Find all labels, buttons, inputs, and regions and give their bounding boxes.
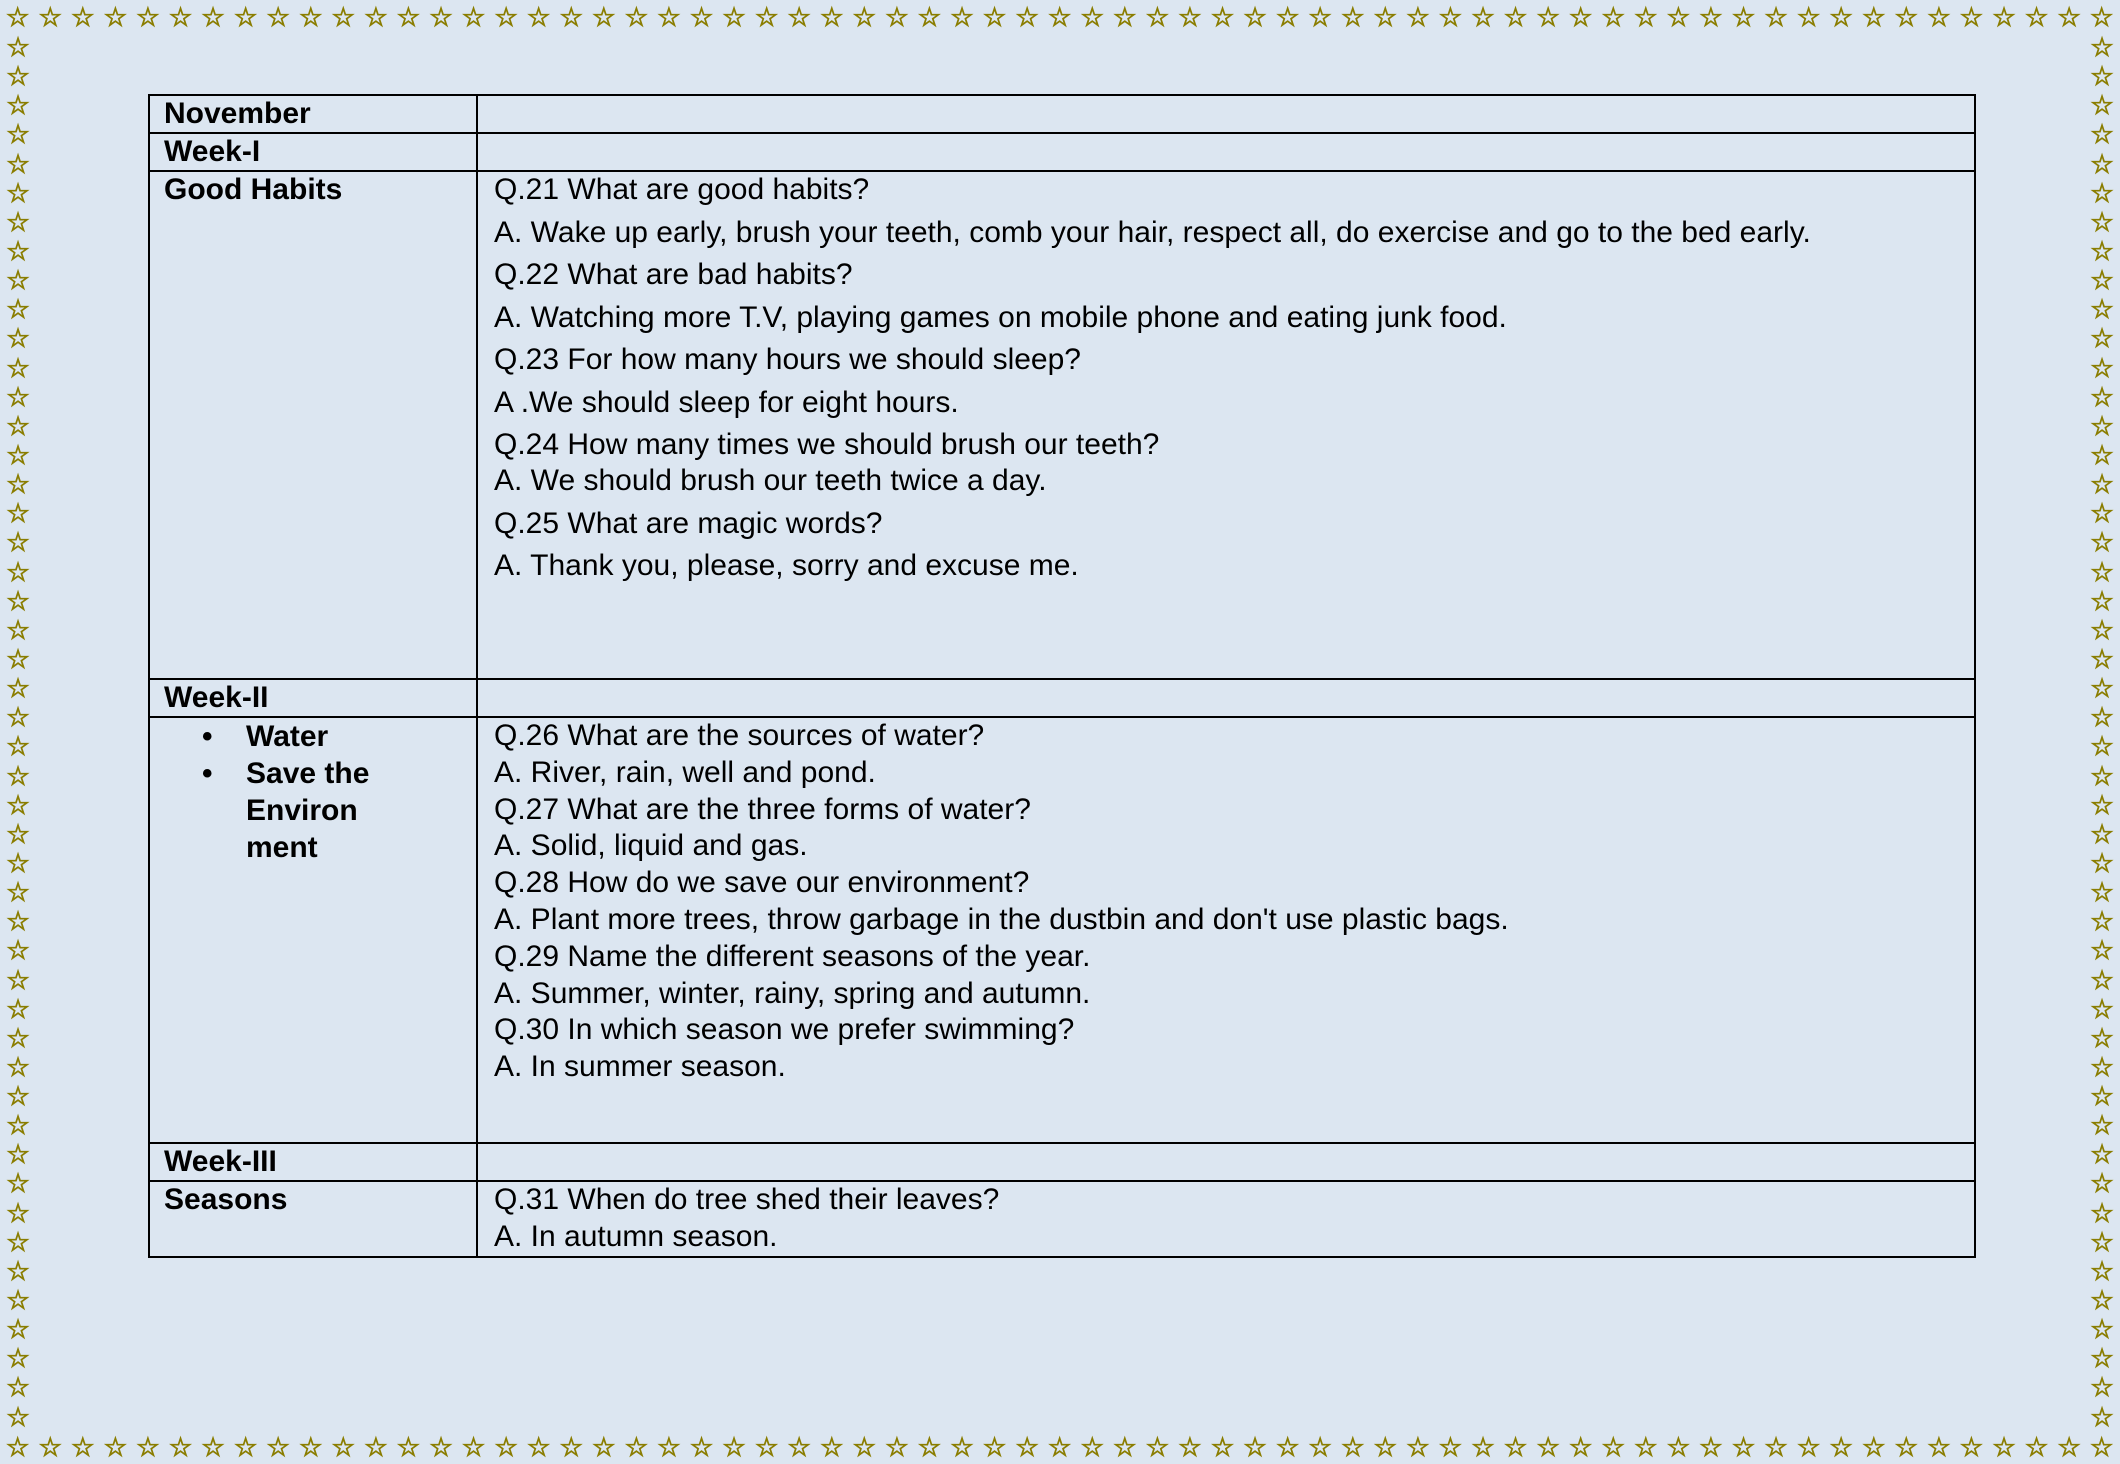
star-outline-icon: ☆ [6,3,30,33]
star-outline-icon: ☆ [6,965,30,996]
star-outline-icon: ☆ [2090,1023,2114,1054]
star-outline-icon: ☆ [1275,1433,1300,1463]
question-line: Q.31 When do tree shed their leaves? [494,1183,1000,1216]
question-line: Q.27 What are the three forms of water? [494,792,1031,826]
star-outline-icon: ☆ [266,1433,290,1463]
star-outline-icon: ☆ [657,3,681,33]
month-label: November [149,95,477,133]
star-outline-icon: ☆ [624,1433,648,1463]
answer-line: A. Summer, winter, rainy, spring and autumn. [494,976,1091,1010]
star-outline-icon: ☆ [1406,3,1430,33]
star-outline-icon: ☆ [1373,1433,1397,1463]
star-outline-icon: ☆ [461,1433,486,1463]
star-outline-icon: ☆ [1894,1433,1918,1463]
star-outline-icon: ☆ [1210,1433,1235,1463]
topic-item-label: • Save the Environment [246,757,370,864]
star-outline-icon: ☆ [136,1433,160,1463]
star-outline-icon: ☆ [787,1433,811,1463]
star-outline-icon: ☆ [2090,1373,2114,1404]
star-outline-icon: ☆ [1145,1433,1169,1463]
star-outline-icon: ☆ [1113,3,1137,33]
star-outline-icon: ☆ [754,3,779,33]
star-outline-icon: ☆ [1210,3,1235,33]
star-outline-icon: ☆ [1178,3,1202,33]
star-outline-icon: ☆ [2090,703,2114,734]
star-outline-icon: ☆ [1634,3,1658,33]
star-outline-icon: ☆ [6,91,30,122]
star-outline-icon: ☆ [201,3,225,33]
star-outline-icon: ☆ [1862,1433,1886,1463]
star-outline-icon: ☆ [1308,3,1332,33]
star-outline-icon: ☆ [168,3,193,33]
question-line: Q.29 Name the different seasons of the year. [494,939,1091,973]
star-outline-icon: ☆ [1796,1433,1821,1463]
star-outline-icon: ☆ [461,3,486,33]
star-outline-icon: ☆ [6,907,30,938]
star-outline-icon: ☆ [429,3,453,33]
star-outline-icon: ☆ [429,1433,453,1463]
star-outline-icon: ☆ [331,3,355,33]
answer-line: A. Watching more T.V, playing games on mobile phone and eating junk food. [494,300,1507,334]
star-outline-icon: ☆ [1764,1433,1788,1463]
star-outline-icon: ☆ [1731,3,1756,33]
star-outline-icon: ☆ [6,674,30,705]
topic-row [149,717,1975,1143]
star-outline-icon: ☆ [6,120,30,151]
star-outline-icon: ☆ [6,557,30,588]
qa-cell [477,1181,1975,1257]
star-outline-icon: ☆ [982,3,1007,33]
star-outline-icon: ☆ [917,3,942,33]
star-outline-icon: ☆ [6,1140,30,1171]
star-outline-icon: ☆ [2090,557,2114,588]
star-outline-icon: ☆ [201,1433,225,1463]
star-outline-icon: ☆ [103,1433,127,1463]
star-outline-icon: ☆ [2090,1198,2114,1229]
star-outline-icon: ☆ [559,3,583,33]
star-outline-icon: ☆ [2090,644,2114,675]
star-outline-icon: ☆ [982,1433,1007,1463]
star-outline-icon: ☆ [1927,3,1951,33]
star-outline-icon: ☆ [1536,1433,1560,1463]
star-outline-icon: ☆ [2090,615,2114,646]
star-outline-icon: ☆ [2024,3,2049,33]
star-outline-icon: ☆ [6,1227,30,1258]
star-outline-icon: ☆ [885,1433,909,1463]
star-outline-icon: ☆ [2090,91,2114,122]
star-outline-icon: ☆ [2090,499,2114,530]
star-outline-icon: ☆ [1503,1433,1528,1463]
topic-row [149,1181,1975,1257]
star-outline-icon: ☆ [6,1082,30,1113]
star-outline-icon: ☆ [494,3,518,33]
star-outline-icon: ☆ [1373,3,1397,33]
star-outline-icon: ☆ [1992,1433,2016,1463]
star-outline-icon: ☆ [754,1433,779,1463]
star-outline-icon: ☆ [266,3,290,33]
star-outline-icon: ☆ [6,1373,30,1404]
star-outline-icon: ☆ [6,819,30,850]
star-outline-icon: ☆ [2090,761,2114,792]
answer-line: A. Wake up early, brush your teeth, comb your hair, respect all, do exercise and go to the bed early. [494,215,1811,249]
star-outline-icon: ☆ [364,3,388,33]
star-outline-icon: ☆ [2090,1140,2114,1171]
star-outline-icon: ☆ [1048,1433,1072,1463]
star-outline-icon: ☆ [6,207,30,238]
star-outline-icon: ☆ [1992,3,2016,33]
star-outline-icon: ☆ [592,3,616,33]
star-outline-icon: ☆ [6,1402,30,1433]
question-line: Q.24 How many times we should brush our teeth? [494,428,1160,461]
star-outline-icon: ☆ [2090,1315,2114,1346]
star-outline-icon: ☆ [2090,324,2114,355]
week-row [149,679,1975,717]
star-outline-icon: ☆ [2090,178,2114,209]
star-outline-icon: ☆ [2090,33,2114,63]
star-outline-icon: ☆ [1503,3,1528,33]
qa-cell [477,171,1975,679]
star-outline-icon: ☆ [6,382,30,413]
star-outline-icon: ☆ [1308,1433,1332,1463]
answer-line: A .We should sleep for eight hours. [494,385,959,419]
question-line: Q.22 What are bad habits? [494,258,853,291]
star-outline-icon: ☆ [1438,1433,1463,1463]
star-outline-icon: ☆ [6,732,30,763]
star-outline-icon: ☆ [820,1433,844,1463]
question-line: Q.25 What are magic words? [494,506,883,540]
star-outline-icon: ☆ [233,3,258,33]
star-outline-icon: ☆ [6,878,30,909]
star-outline-icon: ☆ [1927,1433,1951,1463]
star-outline-icon: ☆ [950,1433,974,1463]
star-outline-icon: ☆ [2090,819,2114,850]
topic-item-label: • Water [246,720,329,753]
star-outline-icon: ☆ [6,936,30,967]
star-outline-icon: ☆ [2090,790,2114,821]
star-outline-icon: ☆ [527,1433,551,1463]
star-outline-icon: ☆ [1178,1433,1202,1463]
star-outline-icon: ☆ [1666,1433,1690,1463]
question-line: Q.23 For how many hours we should sleep? [494,343,1081,376]
star-outline-icon: ☆ [168,1433,193,1463]
star-outline-icon: ☆ [559,1433,583,1463]
star-outline-icon: ☆ [1796,3,1821,33]
answer-line: A. Plant more trees, throw garbage in the dustbin and don't use plastic bags. [494,902,1509,936]
star-outline-icon: ☆ [592,1433,616,1463]
star-outline-icon: ☆ [1634,1433,1658,1463]
star-outline-icon: ☆ [2090,586,2114,617]
week-empty-cell [477,1143,1975,1181]
star-outline-icon: ☆ [1048,3,1072,33]
star-outline-icon: ☆ [820,3,844,33]
star-outline-icon: ☆ [2090,3,2114,33]
topic-cell [149,717,477,1143]
star-outline-icon: ☆ [2090,1256,2114,1287]
topic-list [150,718,476,866]
star-outline-icon: ☆ [331,1433,355,1463]
star-outline-icon: ☆ [2090,1169,2114,1200]
star-outline-icon: ☆ [2090,62,2114,93]
star-outline-icon: ☆ [364,1433,388,1463]
month-empty-cell [477,95,1975,133]
star-outline-icon: ☆ [6,1286,30,1317]
week-row [149,1143,1975,1181]
star-outline-icon: ☆ [1601,3,1625,33]
star-outline-icon: ☆ [2090,149,2114,180]
answer-line: A. River, rain, well and pond. [494,755,876,789]
star-outline-icon: ☆ [2057,1433,2081,1463]
star-outline-icon: ☆ [722,3,746,33]
star-outline-icon: ☆ [6,62,30,93]
star-outline-icon: ☆ [2090,878,2114,909]
star-outline-icon: ☆ [6,295,30,326]
star-outline-icon: ☆ [689,3,714,33]
star-outline-icon: ☆ [6,440,30,471]
star-outline-icon: ☆ [1666,3,1690,33]
star-outline-icon: ☆ [2090,1111,2114,1142]
month-row [149,95,1975,133]
star-outline-icon: ☆ [1080,3,1104,33]
star-outline-icon: ☆ [1601,1433,1625,1463]
star-outline-icon: ☆ [1569,3,1593,33]
star-outline-icon: ☆ [6,236,30,267]
syllabus-table [148,94,1976,1258]
answer-line: A. Solid, liquid and gas. [494,829,808,863]
star-outline-icon: ☆ [1536,3,1560,33]
topic-label: Good Habits [149,171,477,679]
star-outline-icon: ☆ [852,3,876,33]
question-line: Q.26 What are the sources of water? [494,719,985,752]
star-outline-icon: ☆ [1699,3,1723,33]
star-outline-icon: ☆ [657,1433,681,1463]
star-outline-icon: ☆ [6,1169,30,1200]
star-outline-icon: ☆ [2090,411,2114,442]
answer-line: A. In autumn season. [494,1219,778,1253]
star-outline-icon: ☆ [38,1433,62,1463]
star-outline-icon: ☆ [6,1198,30,1229]
week-label: Week-III [149,1143,477,1181]
star-outline-icon: ☆ [6,790,30,821]
star-outline-icon: ☆ [6,178,30,209]
star-outline-icon: ☆ [6,149,30,180]
star-outline-icon: ☆ [2024,1433,2049,1463]
week-empty-cell [477,679,1975,717]
star-outline-icon: ☆ [1959,3,1984,33]
topic-item [150,718,476,755]
question-line: Q.28 How do we save our environment? [494,866,1030,900]
star-border-top [0,2,2120,34]
star-outline-icon: ☆ [2090,1286,2114,1317]
star-outline-icon: ☆ [917,1433,942,1463]
star-outline-icon: ☆ [1731,1433,1756,1463]
star-outline-icon: ☆ [624,3,648,33]
star-outline-icon: ☆ [950,3,974,33]
star-outline-icon: ☆ [2090,353,2114,384]
star-outline-icon: ☆ [6,586,30,617]
star-outline-icon: ☆ [2090,440,2114,471]
question-line: Q.30 In which season we prefer swimming? [494,1013,1075,1047]
star-outline-icon: ☆ [6,33,30,63]
star-outline-icon: ☆ [1406,1433,1430,1463]
star-outline-icon: ☆ [1699,1433,1723,1463]
star-outline-icon: ☆ [233,1433,258,1463]
star-outline-icon: ☆ [1438,3,1463,33]
star-outline-icon: ☆ [852,1433,876,1463]
star-outline-icon: ☆ [1243,1433,1267,1463]
star-outline-icon: ☆ [6,266,30,297]
answer-line: A. In summer season. [494,1050,786,1084]
star-outline-icon: ☆ [2090,1052,2114,1083]
star-outline-icon: ☆ [689,1433,714,1463]
star-outline-icon: ☆ [2090,732,2114,763]
star-outline-icon: ☆ [527,3,551,33]
star-outline-icon: ☆ [2090,382,2114,413]
star-outline-icon: ☆ [6,528,30,559]
star-outline-icon: ☆ [2090,236,2114,267]
star-outline-icon: ☆ [2090,674,2114,705]
star-outline-icon: ☆ [2090,936,2114,967]
star-outline-icon: ☆ [6,470,30,501]
star-outline-icon: ☆ [396,3,421,33]
week-row [149,133,1975,171]
star-outline-icon: ☆ [2090,1344,2114,1375]
star-outline-icon: ☆ [6,994,30,1025]
star-outline-icon: ☆ [1145,3,1169,33]
star-border-right [2086,34,2118,1432]
star-outline-icon: ☆ [2090,528,2114,559]
star-outline-icon: ☆ [6,703,30,734]
star-outline-icon: ☆ [2090,1402,2114,1433]
topic-label: Seasons [149,1181,477,1257]
star-outline-icon: ☆ [6,353,30,384]
star-outline-icon: ☆ [2090,266,2114,297]
star-outline-icon: ☆ [6,1315,30,1346]
star-outline-icon: ☆ [396,1433,421,1463]
star-outline-icon: ☆ [6,761,30,792]
star-outline-icon: ☆ [6,1111,30,1142]
topic-row [149,171,1975,679]
star-outline-icon: ☆ [2090,1433,2114,1463]
star-outline-icon: ☆ [787,3,811,33]
week-label: Week-II [149,679,477,717]
star-outline-icon: ☆ [299,1433,323,1463]
star-outline-icon: ☆ [6,1023,30,1054]
star-outline-icon: ☆ [2090,848,2114,879]
qa-cell [477,717,1975,1143]
star-outline-icon: ☆ [38,3,62,33]
week-empty-cell [477,133,1975,171]
star-outline-icon: ☆ [6,324,30,355]
star-outline-icon: ☆ [2090,965,2114,996]
star-outline-icon: ☆ [1471,3,1495,33]
star-outline-icon: ☆ [1015,1433,1039,1463]
star-outline-icon: ☆ [1894,3,1918,33]
star-outline-icon: ☆ [1341,1433,1365,1463]
star-outline-icon: ☆ [722,1433,746,1463]
star-outline-icon: ☆ [71,1433,95,1463]
star-outline-icon: ☆ [2090,1227,2114,1258]
star-outline-icon: ☆ [2090,470,2114,501]
star-outline-icon: ☆ [1080,1433,1104,1463]
star-outline-icon: ☆ [2057,3,2081,33]
star-outline-icon: ☆ [136,3,160,33]
answer-line: A. Thank you, please, sorry and excuse me. [494,549,1079,582]
star-outline-icon: ☆ [1275,3,1300,33]
star-outline-icon: ☆ [299,3,323,33]
star-outline-icon: ☆ [1764,3,1788,33]
star-outline-icon: ☆ [1829,1433,1853,1463]
week-label: Week-I [149,133,477,171]
star-outline-icon: ☆ [71,3,95,33]
star-outline-icon: ☆ [2090,207,2114,238]
star-outline-icon: ☆ [885,3,909,33]
star-border-left [2,34,34,1432]
star-outline-icon: ☆ [6,1256,30,1287]
star-outline-icon: ☆ [2090,907,2114,938]
star-outline-icon: ☆ [2090,295,2114,326]
star-outline-icon: ☆ [6,848,30,879]
star-outline-icon: ☆ [1015,3,1039,33]
star-border-bottom [0,1432,2120,1464]
star-outline-icon: ☆ [6,615,30,646]
star-outline-icon: ☆ [1341,3,1365,33]
star-outline-icon: ☆ [6,1052,30,1083]
topic-item [150,755,476,866]
star-outline-icon: ☆ [1243,3,1267,33]
star-outline-icon: ☆ [1569,1433,1593,1463]
star-outline-icon: ☆ [6,411,30,442]
star-outline-icon: ☆ [1829,3,1853,33]
star-outline-icon: ☆ [6,644,30,675]
question-line: Q.21 What are good habits? [494,173,870,206]
star-outline-icon: ☆ [1113,1433,1137,1463]
star-outline-icon: ☆ [2090,994,2114,1025]
star-outline-icon: ☆ [6,1344,30,1375]
star-outline-icon: ☆ [2090,120,2114,151]
star-outline-icon: ☆ [494,1433,518,1463]
star-outline-icon: ☆ [1959,1433,1984,1463]
star-outline-icon: ☆ [6,1433,30,1463]
star-outline-icon: ☆ [103,3,127,33]
star-outline-icon: ☆ [6,499,30,530]
star-outline-icon: ☆ [2090,1082,2114,1113]
star-outline-icon: ☆ [1471,1433,1495,1463]
answer-line: A. We should brush our teeth twice a day. [494,464,1047,497]
star-outline-icon: ☆ [1862,3,1886,33]
